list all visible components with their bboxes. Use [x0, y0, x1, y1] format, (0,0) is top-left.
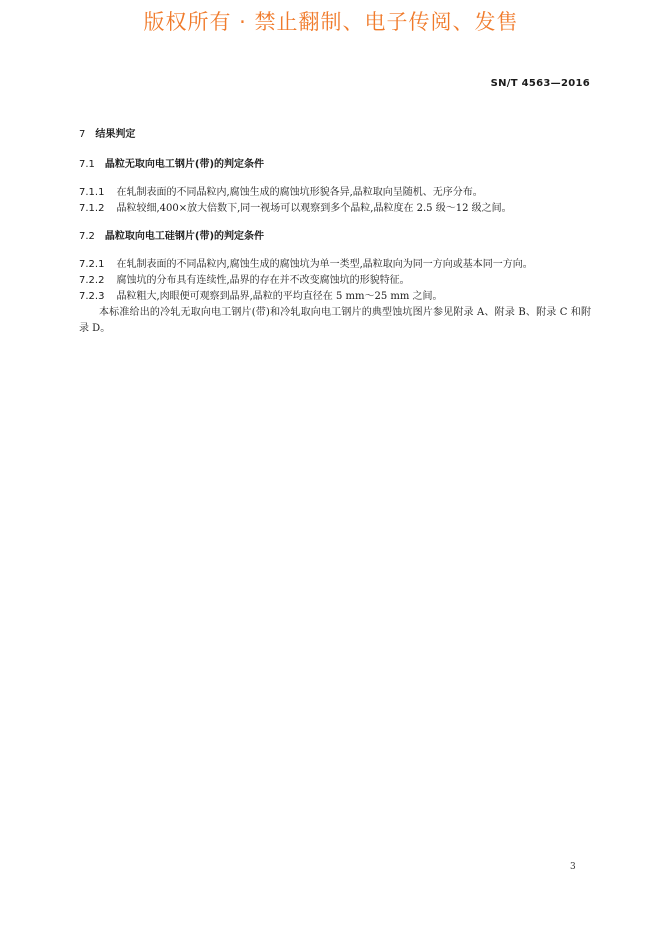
- clause-7-1-1: [79, 185, 591, 201]
- clause-7-2-1: [79, 257, 591, 273]
- standard-code: SN/T 4563—2016: [490, 78, 590, 89]
- section-7-1-heading: [79, 157, 591, 173]
- section-7-2-heading: [79, 229, 591, 245]
- clause-text: 腐蚀坑的分布具有连续性,晶界的存在并不改变腐蚀坑的形貌特征。: [116, 275, 410, 286]
- clause-text: 晶粒较细,400×放大倍数下,同一视场可以观察到多个晶粒,晶粒度在 2.5 级～12 级之间。: [116, 203, 512, 214]
- clause-number: 7.1.1: [79, 187, 105, 198]
- clause-text: 在轧制表面的不同晶粒内,腐蚀生成的腐蚀坑为单一类型,晶粒取向为同一方向或基本同一方向。: [116, 259, 533, 270]
- clause-7-1-2: [79, 201, 591, 217]
- clause-7-2-3: [79, 289, 591, 305]
- section-number: 7.1: [79, 159, 95, 170]
- clause-text: 在轧制表面的不同晶粒内,腐蚀生成的腐蚀坑形貌各异,晶粒取向呈随机、无序分布。: [116, 187, 483, 198]
- clause-7-2-2: [79, 273, 591, 289]
- annex-reference-note: 本标准给出的冷轧无取向电工钢片(带)和冷轧取向电工钢片的典型蚀坑图片参见附录 A、附录 B、附录 C 和附录 D。: [79, 307, 591, 334]
- section-number: 7: [79, 129, 86, 140]
- section-title: 晶粒无取向电工钢片(带)的判定条件: [104, 159, 265, 170]
- clause-number: 7.2.3: [79, 291, 105, 302]
- page-number: 3: [570, 862, 576, 872]
- document-body: [79, 124, 591, 337]
- section-number: 7.2: [79, 231, 95, 242]
- clause-text: 晶粒粗大,肉眼便可观察到晶界,晶粒的平均直径在 5 mm～25 mm 之间。: [116, 291, 443, 302]
- clause-number: 7.1.2: [79, 203, 105, 214]
- section-7-heading: [79, 127, 591, 143]
- clause-number: 7.2.2: [79, 275, 105, 286]
- section-title: 晶粒取向电工硅钢片(带)的判定条件: [104, 231, 265, 242]
- watermark-banner: 版权所有 · 禁止翻制、电子传阅、发售: [143, 10, 519, 34]
- clause-number: 7.2.1: [79, 259, 105, 270]
- section-title: 结果判定: [95, 129, 136, 140]
